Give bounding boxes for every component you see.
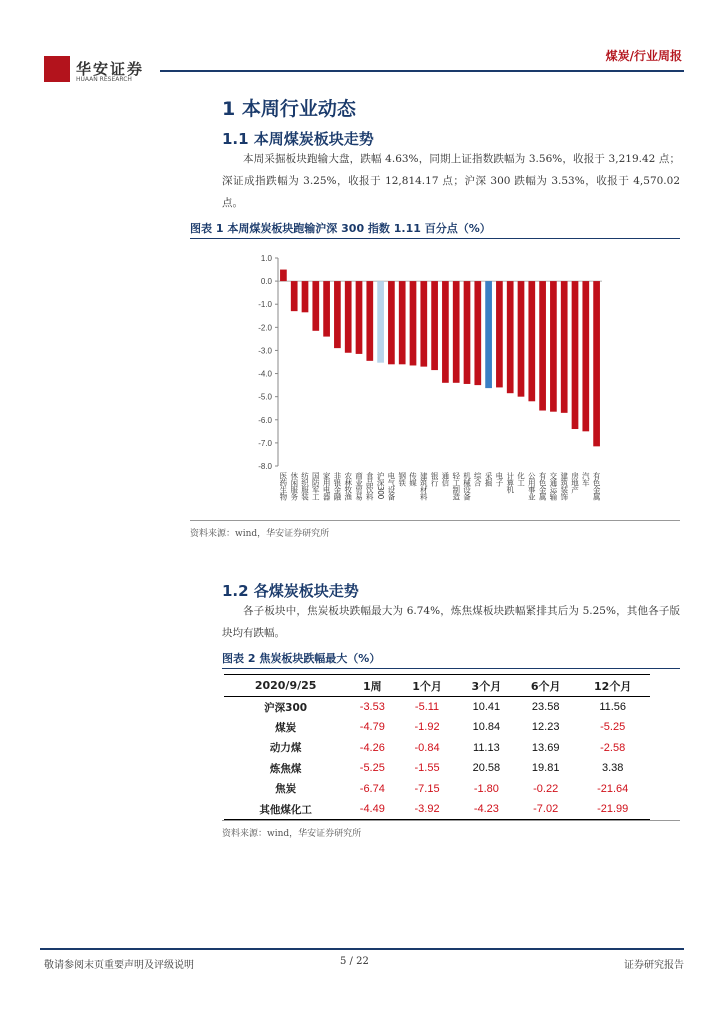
bar — [323, 281, 330, 336]
x-tick-label: 传媒 — [408, 472, 418, 486]
bar — [485, 281, 492, 388]
table-header: 1周 — [347, 675, 397, 697]
table-cell: 23.58 — [531, 701, 560, 713]
table-row — [224, 758, 650, 779]
figure-2-source: 资料来源：wind，华安证券研究所 — [222, 829, 362, 839]
bar — [410, 281, 417, 365]
bar — [345, 281, 352, 353]
table-cell: 11.13 — [473, 741, 500, 754]
table-cell: 13.69 — [531, 741, 560, 754]
table-cell: -4.26 — [359, 741, 385, 754]
table-header: 6个月 — [516, 675, 575, 697]
x-tick-label: 银行 — [430, 472, 440, 486]
bar — [453, 281, 460, 383]
table-cell: -5.25 — [600, 721, 626, 734]
table-cell: -5.11 — [414, 701, 440, 713]
bar — [366, 281, 373, 361]
x-tick-label: 家用电器 — [322, 472, 332, 500]
table-cell: -21.99 — [575, 799, 650, 820]
table-cell: -0.84 — [414, 741, 440, 754]
table-cell: 20.58 — [472, 762, 501, 775]
figure-2-bottom-rule — [222, 820, 680, 821]
table-header: 12个月 — [575, 675, 650, 697]
table-cell: -1.55 — [414, 762, 440, 775]
figure-1-title: 图表 1 本周煤炭板块跑输沪深 300 指数 1.11 百分点（%） — [190, 222, 491, 235]
bar — [474, 281, 481, 385]
x-tick-label: 休闲服务 — [289, 472, 299, 500]
y-tick-label: -1.0 — [258, 300, 272, 310]
x-tick-label: 建筑材料 — [419, 472, 429, 500]
row-label: 煤炭 — [275, 721, 297, 734]
table-cell: -3.92 — [397, 799, 456, 820]
page-number: 5 / 22 — [340, 956, 369, 967]
logo-text: 华安证券 — [76, 60, 145, 78]
table-row — [224, 697, 650, 718]
x-tick-label: 有色金属 — [538, 472, 548, 500]
x-tick-label: 公用事业 — [527, 472, 537, 500]
page-header — [40, 44, 684, 84]
x-tick-label: 汽车 — [581, 472, 591, 486]
bar — [312, 281, 319, 331]
x-tick-label: 钢铁 — [397, 472, 407, 486]
bar — [388, 281, 395, 364]
section-title: 1 本周行业动态 — [222, 98, 356, 120]
bar — [302, 281, 309, 312]
table-cell: -3.53 — [359, 701, 385, 713]
table-cell: -2.58 — [600, 741, 626, 754]
x-tick-label: 食品饮料 — [365, 472, 375, 500]
subsection-title-1: 1.1 本周煤炭板块走势 — [222, 130, 374, 148]
table-cell: 10.41 — [472, 701, 501, 713]
table-header: 3个月 — [457, 675, 516, 697]
table-cell: -7.15 — [414, 782, 440, 795]
table-cell: -21.64 — [597, 782, 629, 795]
paragraph-1: 本周采掘板块跑输大盘，跌幅 4.63%，同期上证指数跌幅为 3.56%，收报于 3,219.42 点；深证成指跌幅为 3.25%，收报于 12,814.17 点；沪深 300 跌幅为 3.53%，收报于 4,570.02 点。 — [222, 153, 680, 209]
table-row — [224, 779, 650, 800]
bar — [507, 281, 514, 393]
y-tick-label: -4.0 — [258, 369, 272, 379]
table-row — [224, 717, 650, 738]
x-tick-label: 医药生物 — [278, 472, 288, 500]
bar — [582, 281, 589, 431]
table-header-row — [224, 675, 650, 697]
x-tick-label: 采掘 — [484, 472, 494, 486]
figure-1-rule — [190, 238, 680, 239]
table-row — [224, 738, 650, 759]
x-tick-label: 交通运输 — [548, 472, 558, 500]
table-cell: -1.92 — [414, 721, 440, 734]
figure-2-title: 图表 2 焦炭板块跌幅最大（%） — [222, 652, 381, 665]
table-cell: -6.74 — [359, 782, 385, 795]
bar — [420, 281, 427, 367]
table-header: 2020/9/25 — [224, 675, 347, 697]
bar — [496, 281, 503, 387]
bar — [561, 281, 568, 413]
x-tick-label: 商业贸易 — [354, 472, 364, 500]
y-tick-label: -5.0 — [258, 392, 272, 402]
row-label: 动力煤 — [269, 742, 302, 755]
bar — [550, 281, 557, 412]
performance-table — [224, 674, 650, 820]
x-tick-label: 电气设备 — [386, 472, 396, 500]
table-cell: -1.80 — [473, 782, 499, 795]
footer-divider — [40, 948, 684, 950]
table-cell: -4.49 — [347, 799, 397, 820]
table-cell: 12.23 — [531, 721, 560, 734]
logo-icon — [44, 56, 70, 82]
report-category: 煤炭/行业周报 — [605, 49, 682, 63]
row-label: 沪深300 — [264, 701, 308, 714]
table-cell: -4.79 — [359, 721, 385, 734]
subsection-title-2: 1.2 各煤炭板块走势 — [222, 582, 359, 600]
figure-1-bottom-rule — [190, 520, 680, 521]
table-header: 1个月 — [397, 675, 456, 697]
x-tick-label: 建筑装饰 — [559, 472, 569, 500]
table-cell: 11.56 — [599, 701, 627, 713]
y-tick-label: -7.0 — [258, 438, 272, 448]
x-tick-label: 综合 — [473, 472, 483, 486]
table-cell: 10.84 — [472, 721, 501, 734]
bar — [442, 281, 449, 383]
x-tick-label: 计算机 — [505, 472, 515, 493]
bar — [280, 270, 287, 282]
bar — [399, 281, 406, 364]
bar — [572, 281, 579, 429]
bar — [593, 281, 600, 446]
x-tick-label: 房地产 — [570, 472, 580, 493]
x-tick-label: 通信 — [440, 472, 450, 486]
bar — [291, 281, 298, 311]
footer-report-type: 证券研究报告 — [624, 960, 684, 971]
y-tick-label: 0.0 — [260, 277, 272, 287]
y-tick-label: -8.0 — [258, 462, 272, 471]
bar — [464, 281, 471, 384]
x-tick-label: 农林牧渔 — [343, 472, 353, 500]
x-tick-label: 电子 — [494, 472, 504, 486]
x-tick-label: 有色金属 — [592, 472, 602, 500]
bar-chart — [200, 244, 620, 514]
row-label: 其他煤化工 — [224, 799, 347, 820]
figure-2-rule — [222, 668, 680, 669]
bar — [334, 281, 341, 348]
logo-subtext: HUAAN RESEARCH — [76, 76, 132, 83]
x-tick-label: 非银金融 — [332, 472, 342, 500]
table-cell: -7.02 — [516, 799, 575, 820]
x-tick-label: 纺织服装 — [300, 472, 310, 500]
bar — [528, 281, 535, 401]
y-tick-label: -6.0 — [258, 415, 272, 425]
paragraph-2: 各子板块中，焦炭板块跌幅最大为 6.74%，炼焦煤板块跌幅紧排其后为 5.25%，其他各子版块均有跌幅。 — [222, 605, 680, 639]
row-label: 炼焦煤 — [269, 762, 302, 775]
x-tick-label: 轻工制造 — [451, 472, 461, 500]
x-tick-label: 化工 — [516, 472, 526, 486]
footer-disclaimer: 敬请参阅末页重要声明及评级说明 — [44, 960, 194, 971]
table-cell: -4.23 — [457, 799, 516, 820]
header-divider — [160, 70, 684, 72]
bar — [539, 281, 546, 410]
y-tick-label: -3.0 — [258, 346, 272, 356]
bar — [377, 281, 384, 363]
y-tick-label: -2.0 — [258, 323, 272, 333]
table-cell: -0.22 — [533, 782, 559, 795]
table-row — [224, 799, 650, 820]
table-cell: 19.81 — [531, 762, 560, 775]
table-cell: -5.25 — [359, 762, 385, 775]
table-cell: 3.38 — [601, 762, 624, 775]
y-tick-label: 1.0 — [260, 254, 272, 263]
bar — [356, 281, 363, 354]
figure-1-source: 资料来源：wind，华安证券研究所 — [190, 529, 330, 539]
x-tick-label: 沪深300 — [376, 472, 386, 499]
x-tick-label: 国防军工 — [311, 472, 321, 500]
bar — [518, 281, 525, 397]
bar — [431, 281, 438, 370]
x-tick-label: 机械设备 — [462, 472, 472, 500]
row-label: 焦炭 — [275, 783, 297, 796]
